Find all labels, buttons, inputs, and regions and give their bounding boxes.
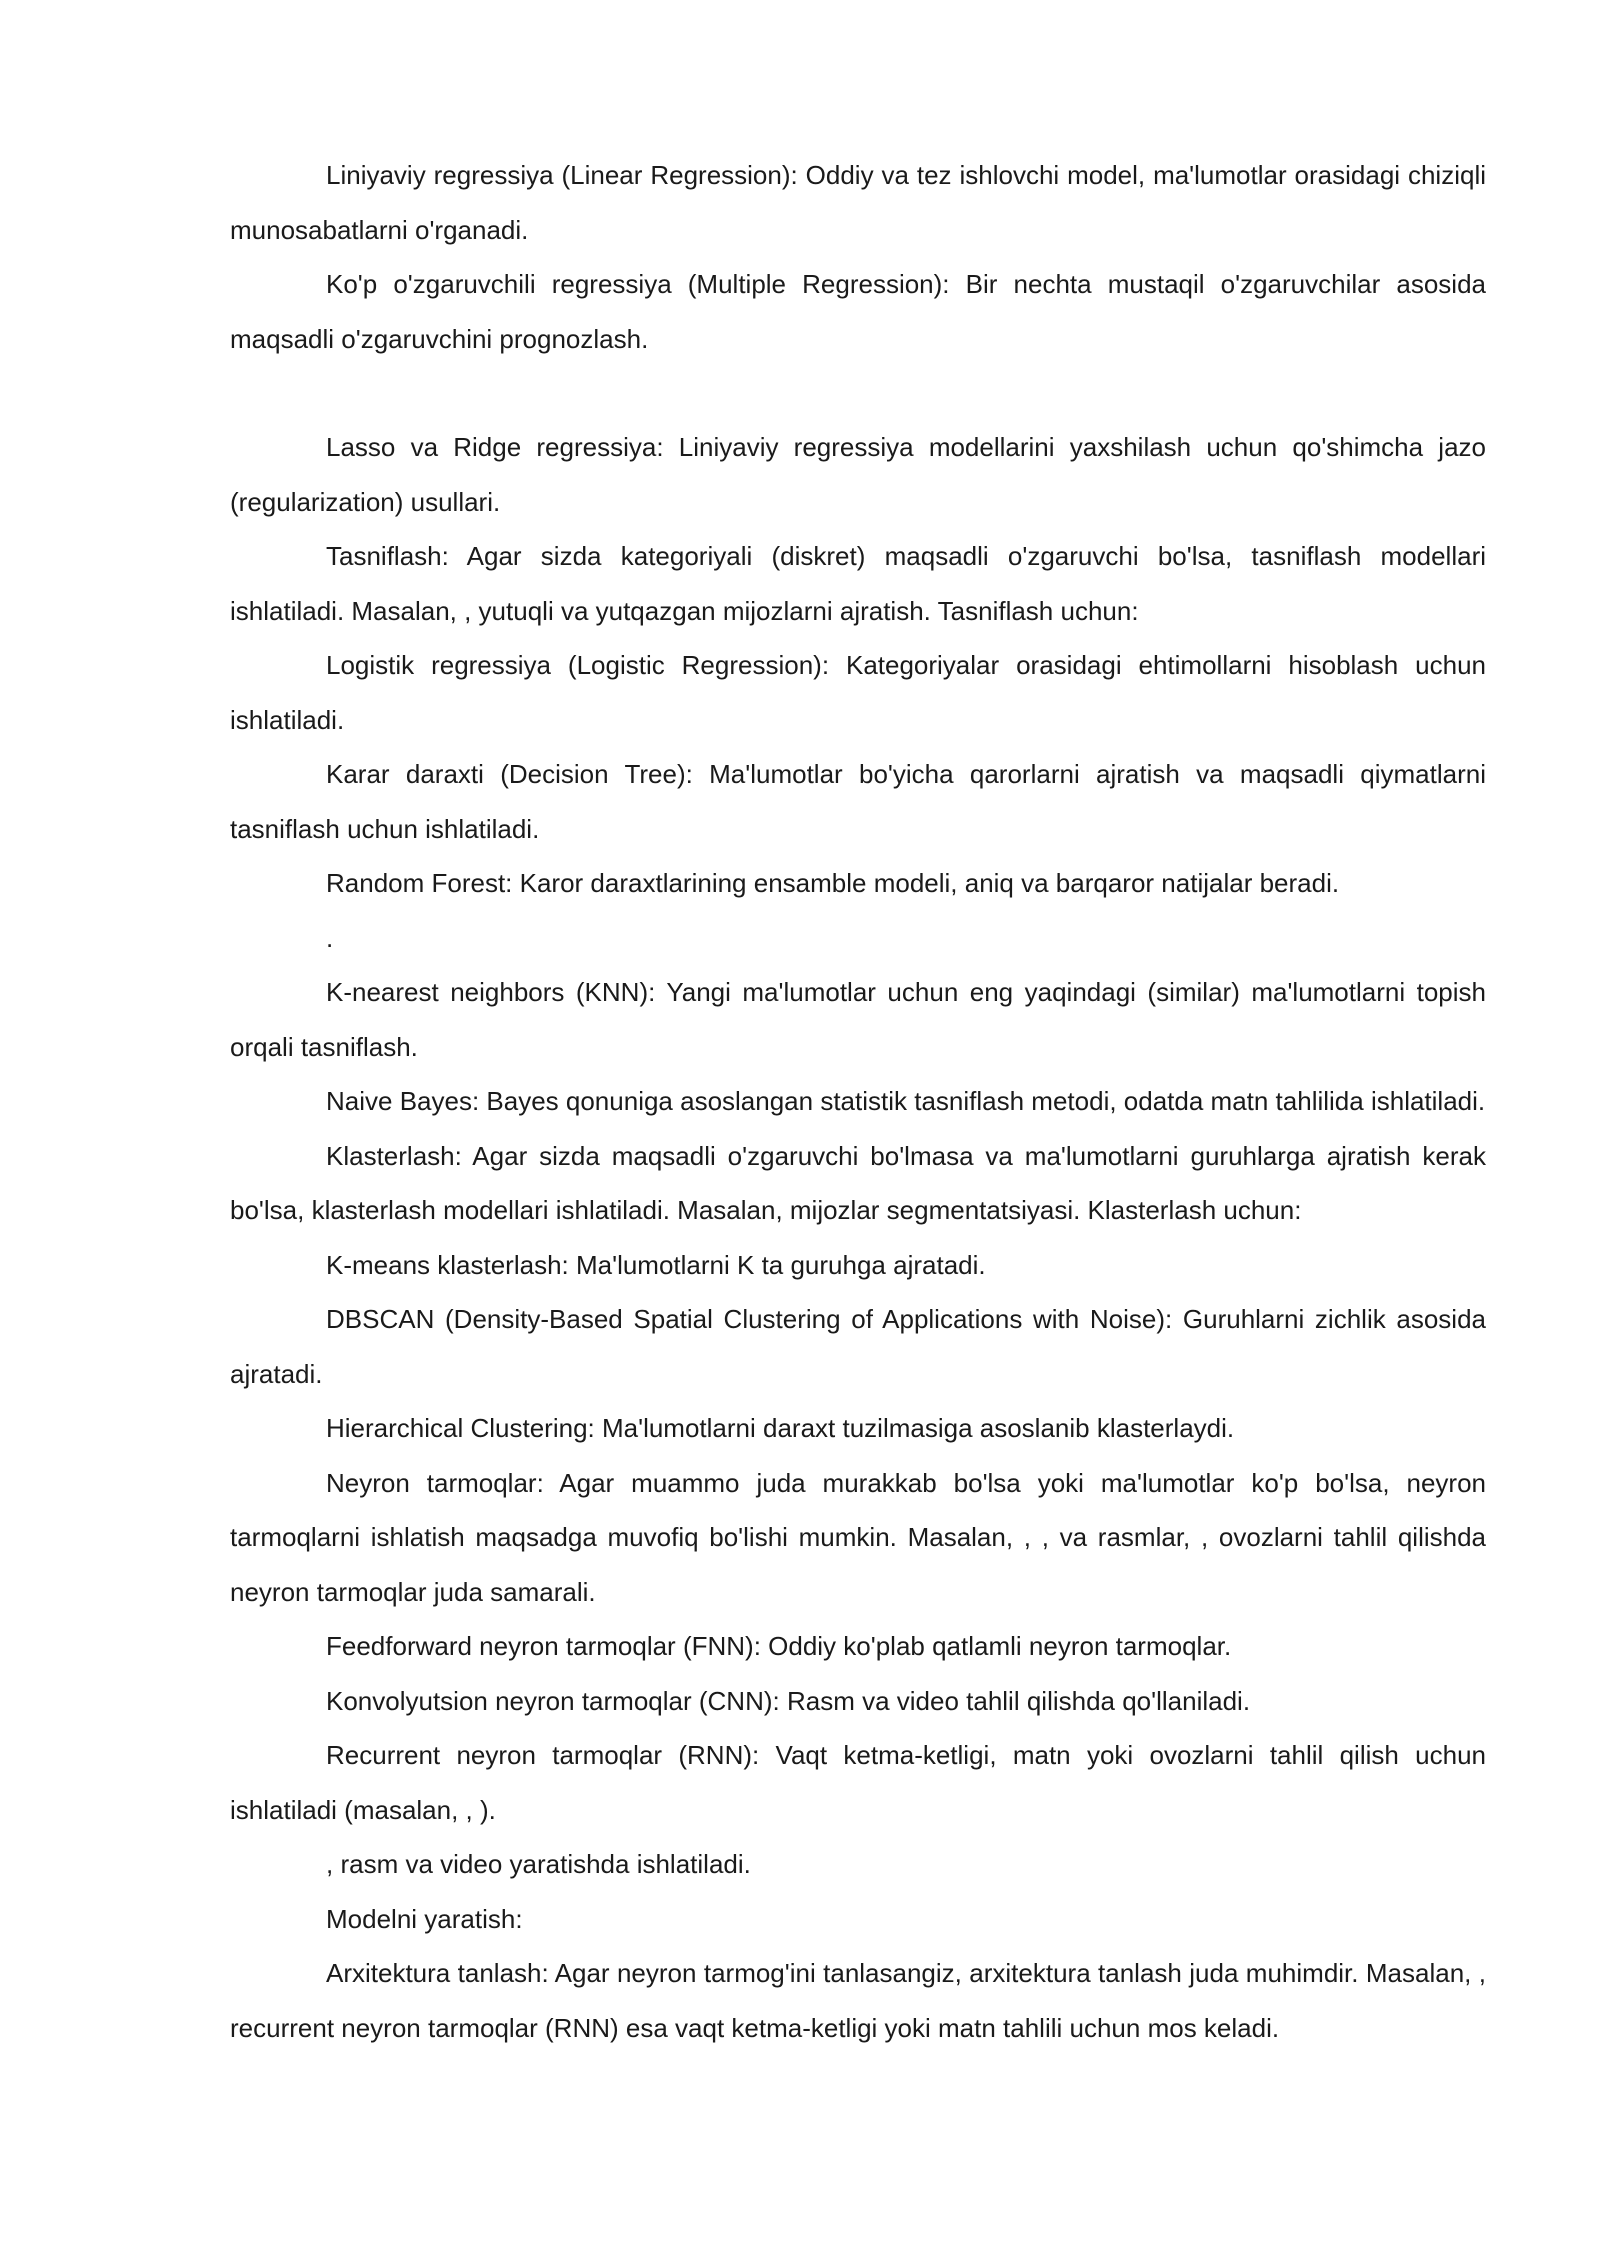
paragraph-multiple-regression: Ko'p o'zgaruvchili regressiya (Multiple Regression): Bir nechta mustaqil o'zgaruvchilar asosida maqsadli o'zgaruvchini prognozlash. <box>230 269 1486 354</box>
paragraph-architecture: Arxitektura tanlash: Agar neyron tarmog'ini tanlasangiz, arxitektura tanlash juda muhimdir. Masalan, , recurrent neyron tarmoqlar (RNN) esa vaqt ketma-ketligi yoki matn tahlili uchun mos keladi. <box>230 1958 1486 2043</box>
paragraph-classification: Tasniflash: Agar sizda kategoriyali (diskret) maqsadli o'zgaruvchi bo'lsa, tasniflash modellari ishlatiladi. Masalan, , yutuqli va yutqazgan mijozlarni ajratish. Tasniflash uchun: <box>230 541 1486 626</box>
paragraph-linear-regression: Liniyaviy regressiya (Linear Regression): Oddiy va tez ishlovchi model, ma'lumotlar orasidagi chiziqli munosabatlarni o'rganadi. <box>230 160 1486 245</box>
paragraph-fnn: Feedforward neyron tarmoqlar (FNN): Oddiy ko'plab qatlamli neyron tarmoqlar. <box>326 1631 1232 1661</box>
paragraph-cnn: Konvolyutsion neyron tarmoqlar (CNN): Rasm va video tahlil qilishda qo'llaniladi. <box>326 1685 1251 1716</box>
paragraph-dbscan: DBSCAN (Density-Based Spatial Clustering of Applications with Noise): Guruhlarni zichlik asosida ajratadi. <box>230 1304 1486 1389</box>
paragraph-lasso-ridge: Lasso va Ridge regressiya: Liniyaviy regressiya modellarini yaxshilash uchun qo'shimcha jazo (regularization) usullari. <box>230 432 1486 517</box>
paragraph-knn: K-nearest neighbors (KNN): Yangi ma'lumotlar uchun eng yaqindagi (similar) ma'lumotlarni topish orqali tasniflash. <box>230 977 1486 1062</box>
paragraph-hierarchical-clustering: Hierarchical Clustering: Ma'lumotlarni daraxt tuzilmasiga asoslanib klasterlaydi. <box>326 1413 1235 1443</box>
paragraph-random-forest: Random Forest: Karor daraxtlarining ensamble modeli, aniq va barqaror natijalar beradi. <box>326 868 1340 898</box>
paragraph-decision-tree: Karar daraxti (Decision Tree): Ma'lumotlar bo'yicha qarorlarni ajratish va maqsadli qiymatlarni tasniflash uchun ishlatiladi. <box>230 759 1486 844</box>
paragraph-neural-networks: Neyron tarmoqlar: Agar muammo juda murakkab bo'lsa yoki ma'lumotlar ko'p bo'lsa, neyron tarmoqlarni ishlatish maqsadga muvofiq bo'lishi mumkin. Masalan, , , va rasmlar, , ovozlarni tahlil qilishda neyron tarmoqlar juda samarali. <box>230 1467 1486 1607</box>
paragraph-kmeans: K-means klasterlash: Ma'lumotlarni K ta guruhga ajratadi. <box>326 1249 986 1280</box>
paragraph-dot: . <box>326 922 334 953</box>
paragraph-rnn: Recurrent neyron tarmoqlar (RNN): Vaqt ketma-ketligi, matn yoki ovozlarni tahlil qilish uchun ishlatiladi (masalan, , ). <box>230 1740 1486 1825</box>
paragraph-logistic-regression: Logistik regressiya (Logistic Regression): Kategoriyalar orasidagi ehtimollarni hisoblash uchun ishlatiladi. <box>230 650 1486 735</box>
paragraph-model-creation: Modelni yaratish: <box>326 1903 523 1934</box>
paragraph-clustering: Klasterlash: Agar sizda maqsadli o'zgaruvchi bo'lmasa va ma'lumotlarni guruhlarga ajratish kerak bo'lsa, klasterlash modellari ishlatiladi. Masalan, mijozlar segmentatsiyasi. Klasterlash uchun: <box>230 1140 1486 1225</box>
paragraph-generation: , rasm va video yaratishda ishlatiladi. <box>326 1849 751 1879</box>
paragraph-naive-bayes: Naive Bayes: Bayes qonuniga asoslangan statistik tasniflash metodi, odatda matn tahlilida ishlatiladi. <box>326 1086 1486 1116</box>
document-page <box>230 148 1486 2055</box>
